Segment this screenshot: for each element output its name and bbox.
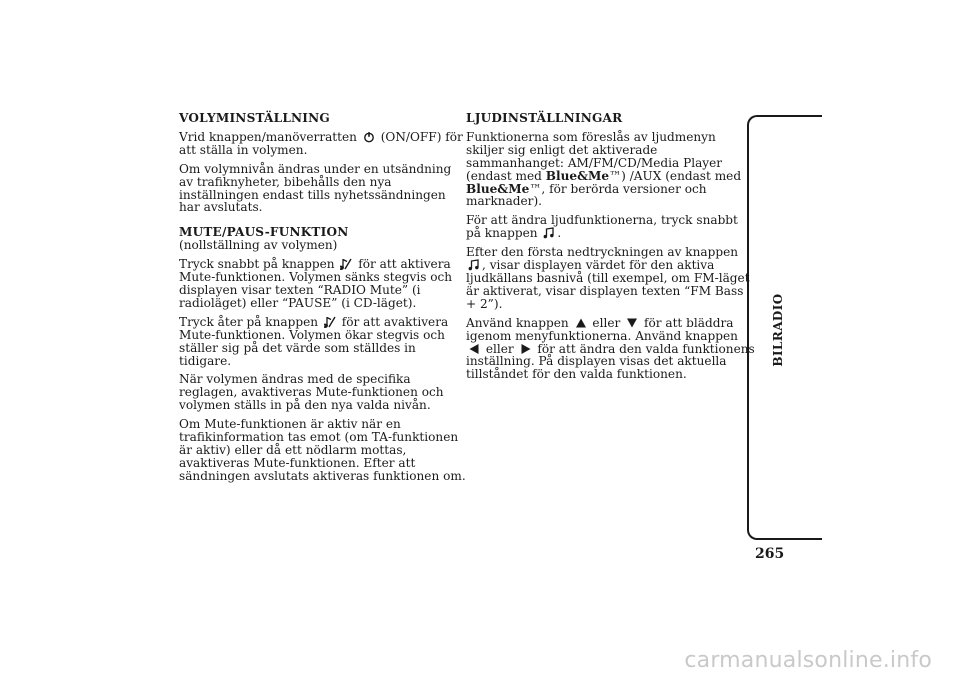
sound-p1-text-c: ™, för berörda versioner och marknader). xyxy=(466,181,707,209)
sound-heading: LJUDINSTÄLLNINGAR xyxy=(466,111,623,125)
sound-p2-text-b: . xyxy=(557,226,562,241)
sound-paragraph-1 xyxy=(466,131,756,208)
volume-paragraph-1 xyxy=(179,131,469,157)
mute-heading: MUTE/PAUS-FUNKTION xyxy=(179,225,349,240)
mute-icon xyxy=(324,316,336,328)
sound-paragraph-2 xyxy=(466,214,756,240)
mute-icon xyxy=(340,258,352,270)
page-number: 265 xyxy=(755,546,785,562)
sound-p4-text-a: Använd knappen xyxy=(466,315,569,330)
volume-heading: VOLYMINSTÄLLNING xyxy=(179,111,330,125)
sound-p4-text-c: för att bläddra igenom menyfunktionerna. Använd knappen xyxy=(466,315,738,343)
section-label: BILRADIO xyxy=(771,293,785,367)
right-column xyxy=(466,112,756,387)
sound-paragraph-3 xyxy=(466,246,756,311)
sound-p3-text-a: Efter den första nedtryckningen av knappen xyxy=(466,245,739,260)
blue-me-label: Blue&Me xyxy=(466,181,530,196)
right-arrow-icon xyxy=(520,343,532,355)
sound-paragraph-4 xyxy=(466,317,756,382)
mute-p1-text-b: för att aktivera Mute-funktionen. Volymen sänks stegvis och displayen visar texten “RADIO Mute” (i radioläget) eller “PAUSE” (i CD-läget). xyxy=(179,257,453,310)
mute-paragraph-3: När volymen ändras med de specifika reglagen, avaktiveras Mute-funktionen och volymen ställs in på den nya valda nivån. xyxy=(179,372,444,413)
blue-me-label: Blue&Me xyxy=(545,168,610,183)
sound-p1-text-b: ™) /AUX (endast med xyxy=(609,168,742,183)
mute-p2-text-a: Tryck åter på knappen xyxy=(179,314,319,329)
mute-paragraph-4: Om Mute-funktionen är aktiv när en trafikinformation tas emot (om TA-funktionen är aktiv) eller då ett nödlarm mottas, avaktiveras Mute-funktionen. Efter att sändningen avslutats aktiveras funktionen om. xyxy=(179,417,466,483)
sound-p3-text-b: , visar displayen värdet för den aktiva ljudkällans basnivå (till exempel, om FM-läget är aktiverat, visar displayen texten “FM Bass + 2”). xyxy=(466,258,750,311)
sound-p4-text-e: för att ändra den valda funktionens inställning. På displayen visas det aktuella tillståndet för den valda funktionen. xyxy=(466,341,755,382)
mute-p1-text-a: Tryck snabbt på knappen xyxy=(179,257,335,272)
mute-paragraph-1 xyxy=(179,258,469,310)
sound-p4-text-d: eller xyxy=(485,341,514,356)
mute-paragraph-2 xyxy=(179,316,469,368)
volume-p1-text-b: (ON/OFF) för att ställa in volymen. xyxy=(179,129,463,157)
section-tab-label xyxy=(768,280,788,380)
audio-icon xyxy=(468,259,480,271)
sound-p4-text-b: eller xyxy=(592,315,621,330)
left-column xyxy=(179,112,469,489)
down-arrow-icon xyxy=(626,317,638,329)
volume-paragraph-2: Om volymnivån ändras under en utsändning av trafiknyheter, bibehålls den nya inställningen endast tills nyhetssändningen har avslutats. xyxy=(179,161,452,215)
power-icon xyxy=(363,131,375,143)
mute-subheading: (nollställning av volymen) xyxy=(179,238,338,253)
watermark: carmanualsonline.info xyxy=(684,648,932,673)
audio-icon xyxy=(543,227,555,239)
sound-p1-text-a: Funktionerna som föreslås av ljudmenyn skiljer sig enligt det aktiverade sammanhanget: AM/FM/CD/Media Player (endast med xyxy=(466,129,723,183)
volume-p1-text-a: Vrid knappen/manöverratten xyxy=(179,129,357,144)
mute-p2-text-b: för att avaktivera Mute-funktionen. Volymen ökar stegvis och ställer sig på det värde som ställdes in tidigare. xyxy=(179,314,449,368)
up-arrow-icon xyxy=(575,317,587,329)
sound-p2-text-a: För att ändra ljudfunktionerna, tryck snabbt på knappen xyxy=(466,213,738,241)
left-arrow-icon xyxy=(468,343,480,355)
